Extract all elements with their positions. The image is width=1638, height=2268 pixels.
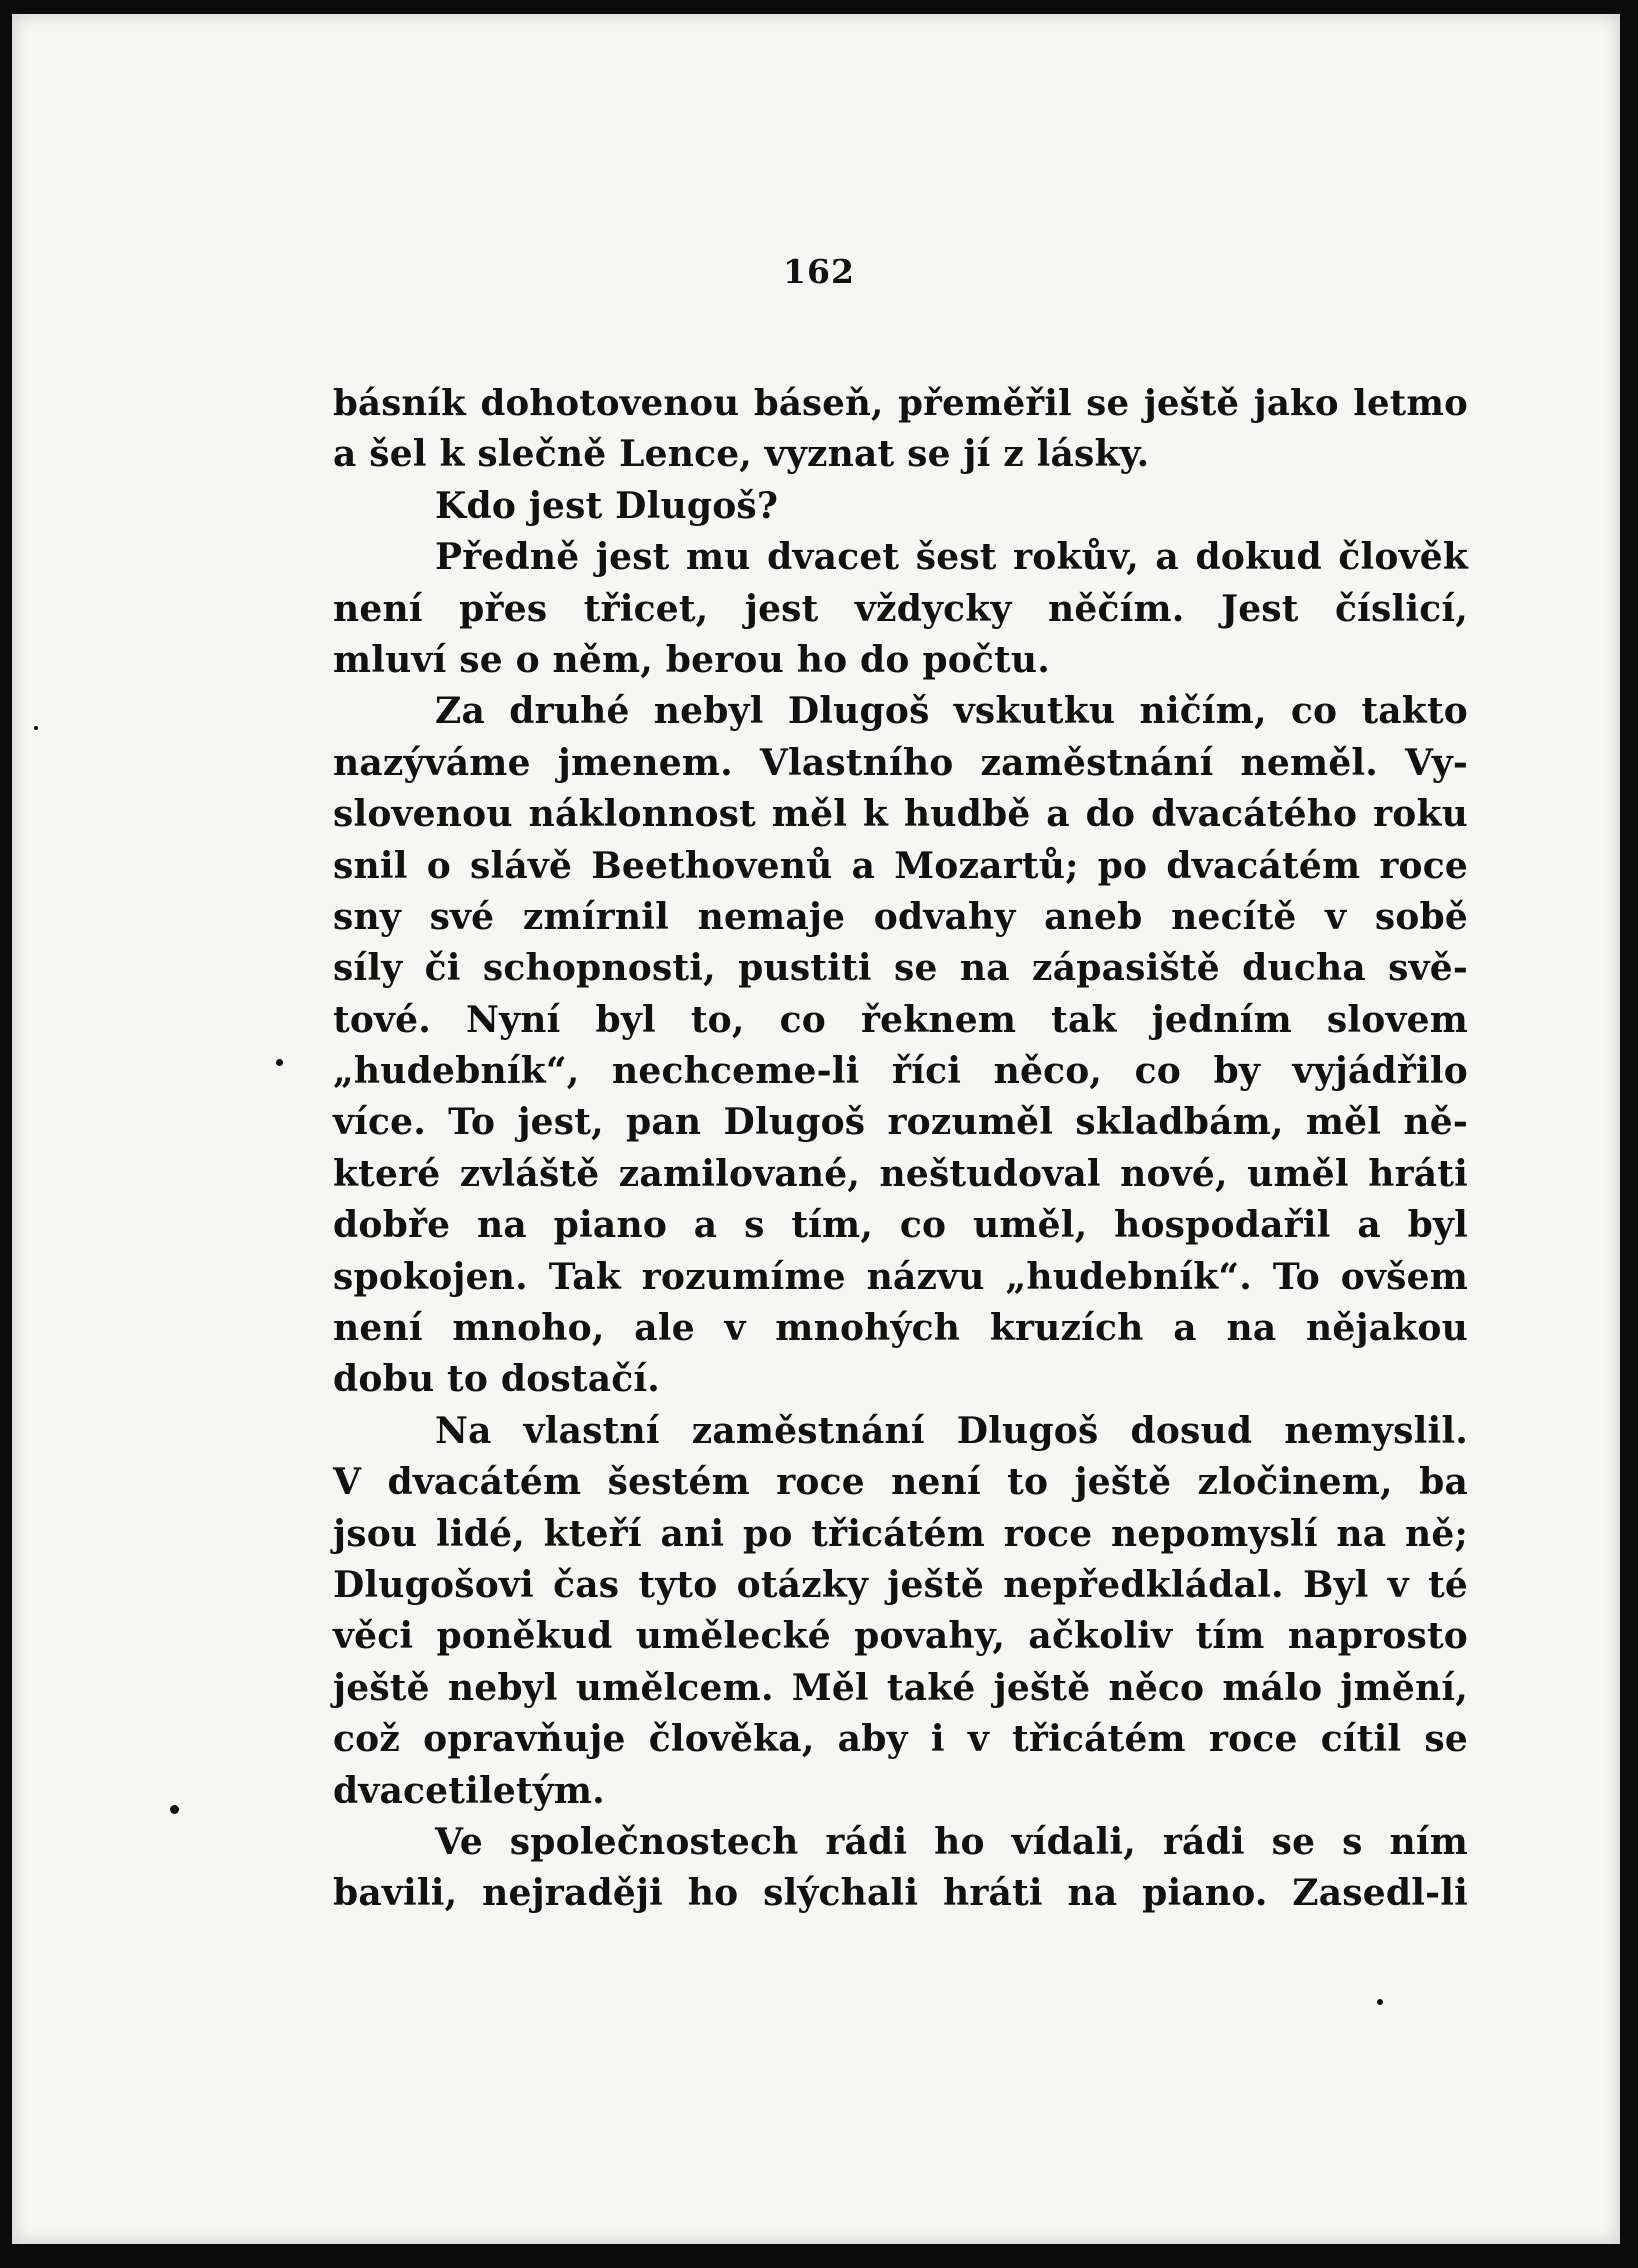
text-line: dvacetiletým. — [333, 1769, 605, 1812]
page-number: 162 — [783, 252, 855, 291]
text-line: není mnoho, ale v mnohých kruzích a na nějakou — [333, 1307, 1468, 1350]
text-line: více. To jest, pan Dlugoš rozuměl skladbám, měl ně- — [333, 1101, 1468, 1144]
text-line: a šel k slečně Lence, vyznat se jí z lásky. — [333, 433, 1150, 476]
text-line: V dvacátém šestém roce není to ještě zločinem, ba — [333, 1461, 1468, 1504]
text-line: básník dohotovenou báseň, přeměřil se ještě jako letmo — [333, 383, 1468, 424]
text-line: sny své zmírnil nemaje odvahy aneb necítě v sobě — [333, 895, 1468, 938]
text-line: jsou lidé, kteří ani po třicátém roce nepomyslí na ně; — [333, 1512, 1468, 1555]
ink-speck — [170, 1805, 179, 1814]
text-line: které zvláště zamilované, neštudoval nové, uměl hráti — [333, 1152, 1468, 1195]
text-line: Kdo jest Dlugoš? — [435, 484, 779, 527]
text-line: dobu to dostačí. — [333, 1358, 660, 1401]
text-line: věci poněkud umělecké povahy, ačkoliv tím naprosto — [333, 1615, 1468, 1658]
text-line: síly či schopnosti, pustiti se na zápasiště ducha svě- — [333, 947, 1468, 990]
text-line: spokojen. Tak rozumíme názvu „hudebník“. To ovšem — [333, 1255, 1468, 1298]
ink-speck — [1377, 1999, 1383, 2005]
text-line: Za druhé nebyl Dlugoš vskutku ničím, co takto — [435, 690, 1468, 733]
text-line: Ve společnostech rádi ho vídali, rádi se s ním — [435, 1820, 1468, 1863]
body-text — [333, 378, 1468, 1920]
text-line: bavili, nejraději ho slýchali hráti na piano. Zasedl-li — [333, 1872, 1468, 1915]
text-line: což opravňuje člověka, aby i v třicátém roce cítil se — [333, 1718, 1468, 1761]
text-line: snil o slávě Beethovenů a Mozartů; po dvacátém roce — [333, 844, 1468, 887]
ink-speck — [34, 726, 38, 730]
text-line: mluví se o něm, berou ho do počtu. — [333, 638, 1050, 681]
text-line: slovenou náklonnost měl k hudbě a do dvacátého roku — [333, 793, 1468, 836]
text-line: Na vlastní zaměstnání Dlugoš dosud nemyslil. — [435, 1409, 1468, 1452]
ink-speck — [276, 1059, 283, 1066]
text-line: Dlugošovi čas tyto otázky ještě nepředkládal. Byl v té — [333, 1563, 1468, 1606]
text-line: dobře na piano a s tím, co uměl, hospodařil a byl — [333, 1204, 1468, 1247]
text-line: „hudebník“, nechceme-li říci něco, co by vyjádřilo — [333, 1050, 1468, 1093]
text-line: není přes třicet, jest vždycky něčím. Jest číslicí, — [333, 587, 1468, 630]
text-line: nazýváme jmenem. Vlastního zaměstnání neměl. Vy- — [333, 741, 1468, 784]
text-line: tové. Nyní byl to, co řeknem tak jedním slovem — [333, 998, 1468, 1041]
text-line: ještě nebyl umělcem. Měl také ještě něco málo jmění, — [333, 1666, 1468, 1709]
text-line: Předně jest mu dvacet šest rokův, a dokud člověk — [435, 536, 1468, 579]
